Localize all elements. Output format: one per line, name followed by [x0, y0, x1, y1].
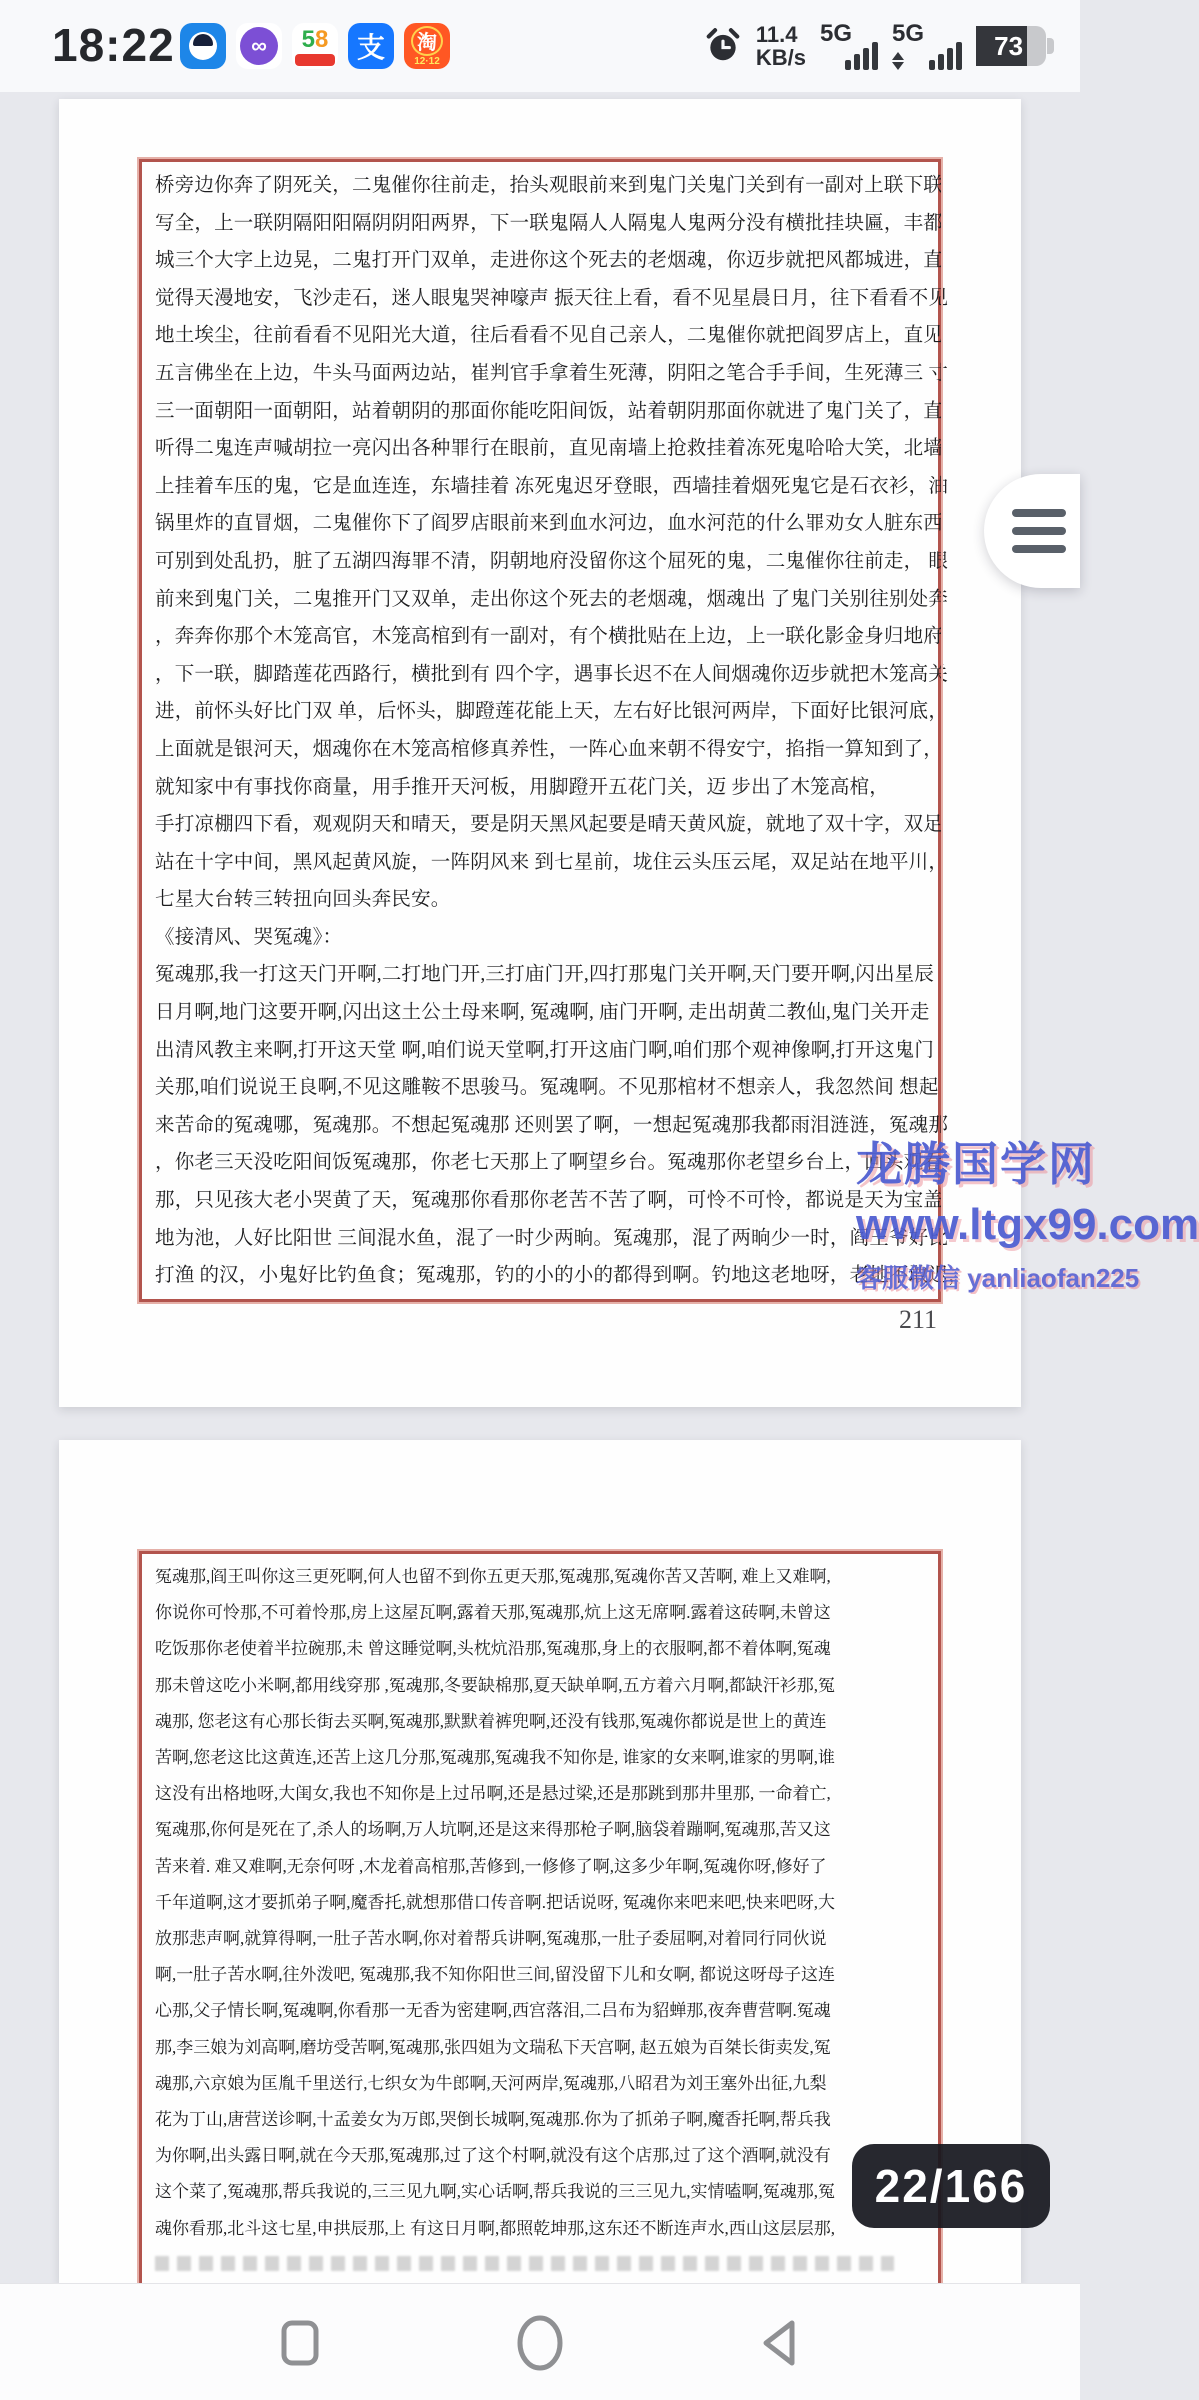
sim1-signal-bars: [845, 42, 878, 70]
network-speed-value: 11.4: [755, 22, 798, 47]
watermark-site-name: 龙腾国学网: [856, 1138, 1096, 1190]
text-line: 苦来着. 难又难啊,无奈何呀 ,木龙着高棺那,苦修到,一修修了啊,这多少年啊,冤魂你呀,修好了: [155, 1856, 827, 1876]
text-line: 那未曾这吃小米啊,都用线穿那 ,冤魂那,冬要缺棉那,夏天缺单啊,五方着六月啊,都缺汗衫那,冤: [155, 1675, 835, 1695]
android-navigation-bar: [0, 2283, 1080, 2400]
text-line: 啊,一肚子苦水啊,往外泼吧, 冤魂那,我不知你阳世三间,留没留下儿和女啊, 都说这呀母子这连: [155, 1965, 835, 1985]
clock-time: 18:22: [52, 19, 175, 71]
text-line: 前来到鬼门关，二鬼推开门又双单，走出你这个死去的老烟魂，烟魂出 了鬼门关别往别处奔: [155, 588, 949, 610]
text-line: 锅里炸的直冒烟，二鬼催你下了阎罗店眼前来到血水河边，血水河范的什么罪劝女人脏东西: [155, 513, 944, 535]
page2-text-block: [155, 1559, 925, 2247]
text-line: 日月啊,地门这要开啊,闪出这土公土母来啊, 冤魂啊, 庙门开啊, 走出胡黄二教仙,鬼门关开走: [155, 1002, 930, 1024]
58-logo-text: [302, 27, 329, 53]
watermark-url: www.ltgx99.com: [856, 1200, 1199, 1249]
status-bar: [0, 0, 1080, 92]
taobao-glyph: 淘: [411, 26, 443, 56]
home-button[interactable]: [505, 2308, 575, 2378]
text-line: 这没有出格地呀,大闺女,我也不知你是上过吊啊,还是悬过梁,还是那跳到那井里那, 一命着亡,: [155, 1784, 831, 1804]
back-triangle-icon: [754, 2315, 810, 2371]
text-line: 站在十字中间，黑风起黄风旋，一阵阴风来 到七星前，垅住云头压云尾，双足站在地平川，: [155, 851, 949, 873]
data-updown-arrows: [892, 52, 904, 70]
text-line: 城三个大字上边晃，二鬼打开门双单，走进你这个死去的老烟魂，你迈步就把风都城进，直: [155, 250, 944, 272]
text-line: 吃饭那你老使着半拉碗那,未 曾这睡觉啊,头枕炕沿那,冤魂那,身上的衣服啊,都不着体啊,冤魂: [155, 1639, 831, 1659]
text-line: ，下一联，脚踏莲花西路行，横批到有 四个字，遇事长迟不在人间烟魂你迈步就把木笼高关: [155, 663, 949, 685]
text-line: 五言佛坐在上边，牛头马面两边站，崔判官手拿着生死薄，阴阳之笔合手手间，生死薄三 寸: [155, 362, 949, 384]
alarm-clock-icon: [704, 27, 742, 65]
text-line: ，奔奔你那个木笼高官，木笼高棺到有一副对，有个横批贴在上边，上一联化影金身归地府: [155, 626, 944, 648]
recents-square-icon: [272, 2315, 328, 2371]
text-line: 进，前怀头好比门双 单，后怀头，脚蹬莲花能上天，左右好比银河两岸，下面好比银河底，: [155, 701, 949, 723]
page1-text-frame: [139, 159, 968, 1302]
text-line: 出清风教主来啊,打开这天堂 啊,咱们说天堂啊,打开这庙门啊,咱们那个观神像啊,打开这鬼门: [155, 1039, 935, 1061]
text-line: 三一面朝阳一面朝阳，站着朝阴的那面你能吃阳间饭，站着朝阴那面你就进了鬼门关了，直: [155, 400, 944, 422]
text-line: 听得二鬼连声喊胡拉一亮闪出各种罪行在眼前，直见南墙上抢救挂着冻死鬼哈哈大笑，北墙: [155, 438, 944, 460]
text-line: 那，只见孩大老小哭黄了天，冤魂那你看那你老苦不苦了啊，可怜不可怜，都说是天为宝盖: [155, 1190, 944, 1212]
alipay-app-icon: 支: [348, 23, 394, 69]
notification-app-icons: [180, 23, 450, 69]
text-line: 地为池，人好比阳世 三间混水鱼，混了一时少两晌。冤魂那，混了两晌少一时，阎王爷好比: [155, 1227, 949, 1249]
page1-text-block: [155, 167, 968, 1295]
hamburger-menu-icon: [1012, 545, 1066, 553]
text-line: 魂你看那,北斗这七星,申拱辰那,上 有这日月啊,都照乾坤那,这东还不断连声水,西山这层层那,: [155, 2218, 835, 2238]
taobao-1212-badge: 12·12: [414, 55, 440, 67]
text-line: 写全，上一联阴隔阳阳隔阴阴阳两界，下一联鬼隔人人隔鬼人鬼两分没有横批挂块匾，丰都: [155, 212, 944, 234]
text-line: 七星大台转三转扭向回头奔民安。: [155, 889, 451, 911]
text-line: 冤魂那,阎王叫你这三更死啊,何人也留不到你五更天那,冤魂那,冤魂你苦又苦啊, 难上又难啊,: [155, 1567, 831, 1586]
text-line: 手打凉棚四下看，观观阴天和晴天，要是阴天黑风起要是晴天黄风旋，就地了双十字，双足: [155, 814, 944, 836]
text-line: 千年道啊,这才要抓弟子啊,魔香托,就想那借口传音啊.把话说呀, 冤魂你来吧来吧,快来吧呀,大: [155, 1892, 835, 1912]
browser-app-icon: [180, 23, 226, 69]
sim2-signal: [892, 20, 962, 72]
text-line: 可别到处乱扔，脏了五湖四海罪不清，阴朝地府没留你这个屈死的鬼，二鬼催你往前走， 眼: [155, 550, 949, 572]
text-line: 苦啊,您老这比这黄连,还苦上这几分那,冤魂那,冤魂我不知你是, 谁家的女来啊,谁家的男啊,谁: [155, 1748, 835, 1768]
text-line: 《接清风、哭冤魂》：: [155, 926, 343, 948]
status-indicators: [704, 14, 1054, 78]
text-line: 地土埃尘，往前看看不见阳光大道，往后看看不见自己亲人，二鬼催你就把阎罗店上，直见: [155, 325, 944, 347]
battery-indicator: [976, 26, 1054, 66]
printed-folio-number: 211: [898, 1305, 937, 1334]
text-line: 花为丁山,唐营送诊啊,十孟姜女为万郎,哭倒长城啊,冤魂那.你为了抓弟子啊,魔香托啊,帮兵我: [155, 2110, 831, 2130]
58-ribbon: [295, 54, 335, 66]
recents-button[interactable]: [265, 2308, 335, 2378]
text-line: 打渔 的汉，小鬼好比钓鱼食；冤魂那，钓的小的小的都得到啊。钓地这老地呀，老地不敢迟，: [155, 1265, 968, 1287]
sim1-5g-label: 5G: [820, 20, 853, 47]
text-line: 魂那,六京娘为匡胤千里送行,七织女为牛郎啊,天河两岸,冤魂那,八昭君为刘王塞外出征,九梨: [155, 2073, 827, 2093]
document-page-1[interactable]: [59, 99, 1021, 1407]
58-app-icon: [292, 23, 338, 69]
taobao-app-icon: [404, 23, 450, 69]
text-line: ，你老三天没吃阳间饭冤魂那，你老七天那上了啊望乡台。冤魂那你老望乡台上，回头观看: [155, 1152, 944, 1174]
hamburger-menu-icon: [1012, 509, 1066, 517]
clipped-text-line: [155, 2256, 894, 2271]
sim2-signal-bars: [929, 42, 962, 70]
text-line: 心那,父子情长啊,冤魂啊,你看那一无香为密建啊,西宫落泪,二吕布为貂蝉那,夜奔曹营啊.冤魂: [155, 2001, 831, 2021]
text-line: 来苦命的冤魂哪，冤魂那。不想起冤魂那 还则罢了啊，一想起冤魂那我都雨泪涟涟，冤魂那: [155, 1114, 949, 1136]
text-line: 这个菜了,冤魂那,帮兵我说的,三三见九啊,实心话啊,帮兵我说的三三见九,实情嗑啊,冤魂那,冤: [155, 2182, 835, 2202]
text-line: 觉得天漫地安，飞沙走石，迷人眼鬼哭神嚎声 振天往上看，看不见星晨日月，往下看看不见: [155, 287, 949, 309]
text-line: 上面就是银河天，烟魂你在木笼高棺修真养性，一阵心血来朝不得安宁，掐指一算知到了，: [155, 738, 944, 760]
hamburger-menu-icon: [1012, 527, 1066, 535]
page-indicator-badge: 22/166: [852, 2144, 1050, 2228]
text-line: 你说你可怜那,不可着怜那,房上这屋瓦啊,露着天那,冤魂那,炕上这无席啊.露着这砖啊,未曾这: [155, 1603, 831, 1623]
text-line: 那,李三娘为刘高啊,磨坊受苦啊,冤魂那,张四姐为文瑞私下天宫啊, 赵五娘为百桀长街卖发,冤: [155, 2037, 831, 2057]
battery-percent: 73: [976, 26, 1027, 66]
58-digit-8: 8: [315, 25, 329, 53]
text-line: 冤魂那,你何是死在了,杀人的场啊,万人坑啊,还是这来得那枪子啊,脑袋着蹦啊,冤魂那,苦又这: [155, 1820, 831, 1840]
text-line: 上挂着车压的鬼，它是血连连，东墙挂着 冻死鬼迟牙登眼，西墙挂着烟死鬼它是石衣衫，油: [155, 475, 949, 497]
browser-logo-swirl: [189, 32, 217, 60]
text-line: 魂那, 您老这有心那长街去买啊,冤魂那,默默着裤兜啊,还没有钱那,冤魂你都说是世上的黄连: [155, 1711, 827, 1731]
text-line: 为你啊,出头露日啊,就在今天那,冤魂那,过了这个村啊,就没有这个店那,过了这个酒啊,就没有: [155, 2146, 831, 2166]
sim1-signal: [820, 20, 878, 72]
text-line: 就知家中有事找你商量，用手推开天河板，用脚蹬开五花门关，迈 步出了木笼高棺，: [155, 776, 889, 798]
watermark-contact: 客服微信 yanliaofan225: [856, 1263, 1140, 1293]
text-line: 关那,咱们说说王良啊,不见这雕鞍不思骏马。冤魂啊。不见那棺材不想亲人，我忽然间 想起: [155, 1077, 939, 1099]
sim2-5g-label: 5G: [892, 20, 925, 47]
infinity-app-icon: [236, 23, 282, 69]
text-line: 冤魂那,我一打这天门开啊,二打地门开,三打庙门开,四打那鬼门关开啊,天门要开啊,闪出星辰: [155, 964, 935, 986]
battery-cap: [1047, 38, 1054, 54]
58-digit-5: 5: [301, 25, 315, 53]
battery-body: [976, 26, 1046, 66]
text-line: 放那悲声啊,就算得啊,一肚子苦水啊,你对着帮兵讲啊,冤魂那,一肚子委屈啊,对着同行同伙说: [155, 1929, 827, 1949]
home-circle-icon: [512, 2315, 568, 2371]
page2-text-frame: [139, 1551, 941, 2331]
network-speed-unit: KB/s: [755, 45, 806, 70]
back-button[interactable]: [747, 2308, 817, 2378]
network-speed: [756, 23, 806, 69]
infinity-glyph: ∞: [240, 27, 278, 65]
text-line: 桥旁边你奔了阴死关，二鬼催你往前走，抬头观眼前来到鬼门关鬼门关到有一副对上联下联: [155, 175, 944, 196]
